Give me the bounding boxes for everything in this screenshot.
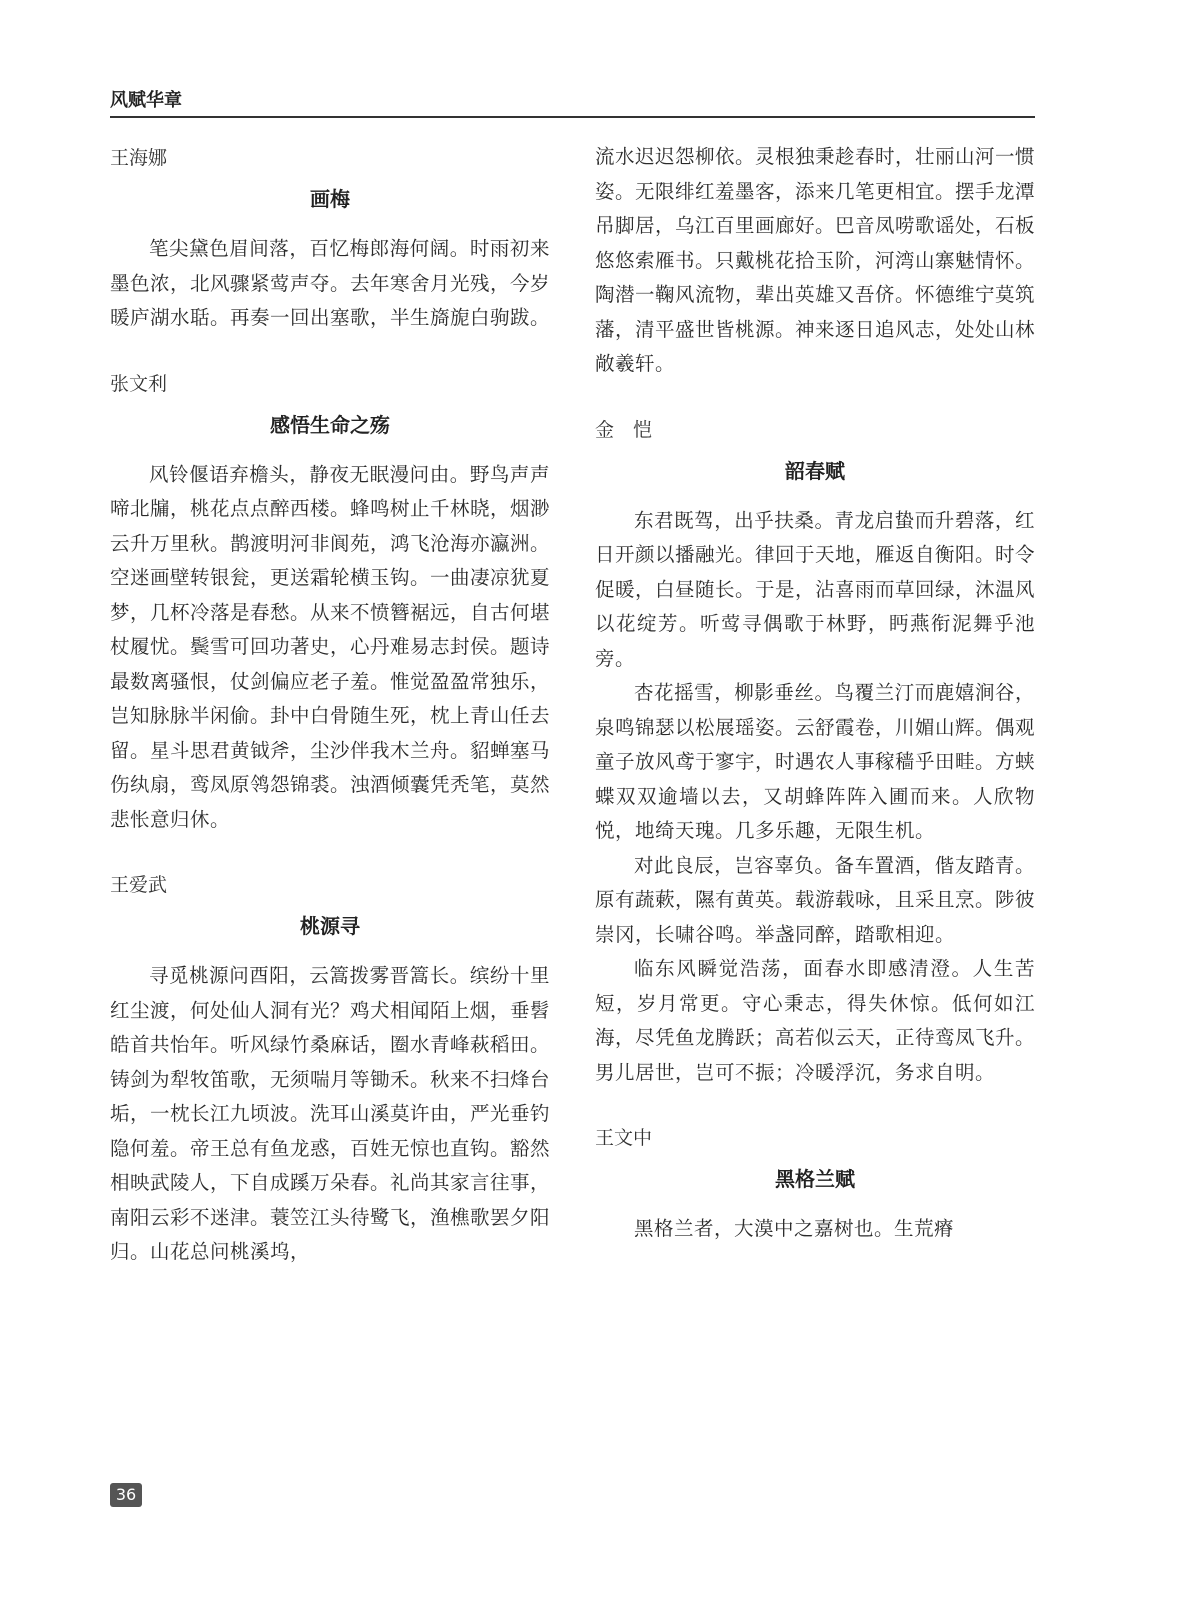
page-header bbox=[110, 84, 1035, 118]
poem-title: 画梅 bbox=[310, 187, 350, 211]
left-column bbox=[110, 140, 550, 1270]
poem-text: 寻觅桃源问酉阳，云篙拨雾晋篙长。缤纷十里红尘渡，何处仙人洞有光？鸡犬相闻陌上烟，垂髫皓首共怡年。听风绿竹桑麻话，圈水青峰萩稻田。铸剑为犁牧笛歌，无须喘月等锄禾。秋来不扫烽台垢，一枕长江九顷波。洗耳山溪莫许由，严光垂钓隐何羞。帝王总有鱼龙惑，百姓无惊也直钩。豁然相映武陵人，下自成蹊万朵春。礼尚其家言往事，南阳云彩不迷津。蓑笠江头待鹭飞，渔樵歌罢夕阳归。山花总问桃溪坞， bbox=[110, 964, 551, 1263]
poem-title: 感悟生命之殇 bbox=[270, 412, 390, 437]
fu-paragraph: 对此良辰，岂容辜负。备车置酒，偕友踏青。原有蔬蔌，隰有黄英。载游载咏，且采且烹。陟彼崇冈，长啸谷鸣。举盏同醉，踏歌相迎。 bbox=[595, 853, 1036, 946]
section-title: 风赋华章 bbox=[110, 90, 182, 111]
fu-paragraph: 临东风瞬觉浩荡，面春水即感清澄。人生苦短，岁月常更。守心秉志，得失休惊。低何如江海，尽凭鱼龙腾跃；高若似云天，正待鸾凤飞升。男儿居世，岂可不振；冷暖浮沉，务求自明。 bbox=[595, 957, 1036, 1084]
poem-block bbox=[110, 366, 550, 838]
poem-text: 风铃偃语弃檐头，静夜无眠漫问由。野鸟声声啼北牖，桃花点点醉西楼。蜂鸣树止千林晓，烟渺云升万里秋。鹊渡明河非阆苑，鸿飞沧海亦瀛洲。空迷画壁转银瓮，更送霜轮横玉钩。一曲凄凉犹夏梦，几杯冷落是春愁。从来不愤簪裾远，自古何堪杖履忧。鬓雪可回功著史，心丹难易志封侯。题诗最数离骚恨，仗剑偏应老子羞。惟觉盈盈常独乐，岂知脉脉半闲偷。卦中白骨随生死，枕上青山任去留。星斗思君黄钺斧，尘沙伴我木兰舟。貂蝉塞马伤纨扇，鸾凤原鸰怨锦裘。浊酒倾囊凭秃笔，莫然悲怅意归休。 bbox=[110, 462, 551, 831]
fu-title: 韶春赋 bbox=[785, 458, 845, 483]
fu-title: 黑格兰赋 bbox=[775, 1167, 855, 1191]
author-name: 张文利 bbox=[110, 372, 168, 395]
fu-paragraph: 东君既驾，出乎扶桑。青龙启蛰而升碧落，红日开颜以播融光。律回于天地，雁返自衡阳。时令促暖，白昼随长。于是，沾喜雨而草回绿，沐温风以花绽芳。听莺寻偶歌于林野，眄燕衔泥舞乎池旁。 bbox=[595, 508, 1036, 670]
author-name: 金 恺 bbox=[595, 418, 653, 441]
fu-block bbox=[595, 412, 1035, 1091]
poem-title: 桃源寻 bbox=[300, 914, 360, 938]
poem-text-continued: 流水迟迟怨柳依。灵根独秉趁春时，壮丽山河一惯姿。无限绯红羞墨客，添来几笔更相宜。摆手龙潭吊脚居，乌江百里画廊好。巴音凤唠歌谣处，石板悠悠索雁书。只戴桃花拾玉阶，河湾山寨魅情怀。陶潜一鞠风流物，辈出英雄又吾侪。怀德维宁莫筑藩，清平盛世皆桃源。神来逐日追风志，处处山林敞羲轩。 bbox=[595, 145, 1036, 375]
fu-block bbox=[595, 1120, 1035, 1247]
right-column bbox=[595, 140, 1035, 1247]
author-name: 王文中 bbox=[595, 1127, 653, 1149]
fu-paragraph: 黑格兰者，大漠中之嘉树也。生荒瘠 bbox=[634, 1217, 955, 1240]
poem-text: 笔尖黛色眉间落，百忆梅郎海何阔。时雨初来墨色浓，北风骤紧莺声夺。去年寒舍月光残，今岁暖庐湖水聒。再奏一回出塞歌，半生旖旎白驹跋。 bbox=[110, 237, 551, 329]
author-name: 王爱武 bbox=[110, 874, 168, 896]
poem-block bbox=[110, 867, 550, 1270]
poem-continuation bbox=[595, 140, 1035, 382]
fu-paragraph: 杏花摇雪，柳影垂丝。鸟覆兰汀而鹿嬉涧谷，泉鸣锦瑟以松展瑶姿。云舒霞卷，川媚山辉。偶观童子放风鸢于寥宇，时遇农人事稼穑乎田畦。方蛱蝶双双逾墙以去，又胡蜂阵阵入圃而来。人欣物悦，地绮天瑰。几多乐趣，无限生机。 bbox=[595, 681, 1036, 842]
page-number: 36 bbox=[110, 1483, 142, 1507]
author-name: 王海娜 bbox=[110, 147, 168, 169]
poem-block bbox=[110, 140, 550, 336]
